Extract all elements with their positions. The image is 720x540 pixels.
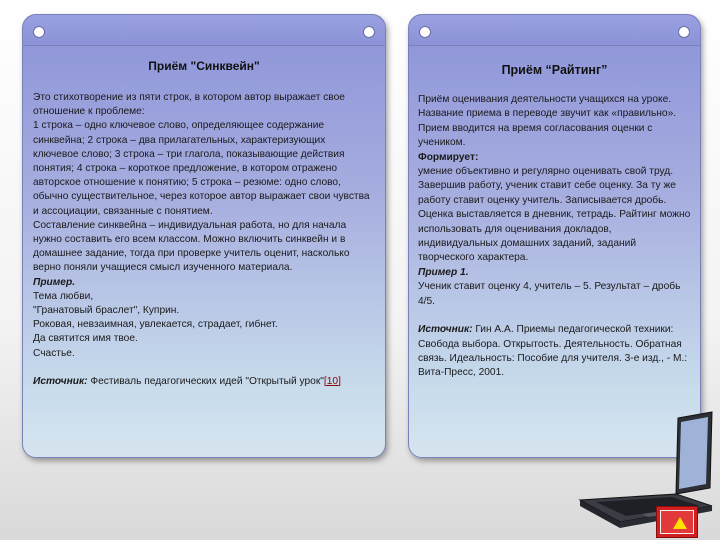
rating-card [408, 14, 701, 458]
rating-description: Завершив работу, ученик ставит себе оценку. За ту же работу ставит оценку учитель. Записывается дробь. Оценка выставляется в дневник, тетрадь. Райтинг можно использовать для оценивания докладов, индивидуальных домашних заданий, заданий творческого характера. [418, 180, 691, 264]
rating-title: Приём “Райтинг” [501, 63, 608, 77]
sinkvein-paragraph: 1 строка – одно ключевое слово, определяющее содержание синквейна; 2 строка – два прилагательных, характеризующих ключевое слово; 3 строка – три глагола, показывающие действия понятия; 4 строка – короткое предложение, в котором отражено авторское отношение к понятию; 5 строка – резюме: одно слово, обычно существительное, через которое автор выражает свои чувства и ассоциации, связанные с понятием. [33, 120, 370, 217]
rating-intro: Приём оценивания деятельности учащихся на уроке. Название приема в переводе звучит как «правильно». Прием вводится на время согласования оценки с учеником. [418, 94, 677, 149]
rating-body [418, 93, 694, 381]
source-label: Источник: [33, 375, 88, 387]
example-line: Роковая, невзаимная, увлекается, страдает, гибнет. [33, 319, 278, 331]
sinkvein-card [22, 14, 386, 458]
sinkvein-body [33, 91, 373, 389]
source-reference-link[interactable]: [10] [323, 375, 341, 387]
example-line: Тема любви, [33, 290, 94, 302]
pin-icon [363, 26, 375, 38]
example-text: Ученик ставит оценку 4, учитель – 5. Результат – дробь 4/5. [418, 281, 681, 307]
example-line: "Гранатовый браслет", Куприн. [33, 305, 180, 317]
sinkvein-card-header [23, 15, 385, 46]
return-button-inner [660, 510, 694, 534]
sinkvein-title: Приём "Синквейн" [148, 59, 260, 73]
pin-icon [678, 26, 690, 38]
example-line: Счастье. [33, 347, 75, 359]
example-label: Пример. [33, 276, 76, 288]
forms-text: умение объективно и регулярно оценивать свой труд. [418, 166, 674, 178]
example-label: Пример 1. [418, 266, 469, 278]
pin-icon [33, 26, 45, 38]
rating-card-header [409, 15, 700, 46]
source-text: Гин А.А. Приемы педагогической техники: Свобода выбора. Открытость. Деятельность. Обратная связь. Идеальность: Пособие для учителя. 3-е изд., - М.: Вита-Пресс, 2001. [418, 324, 688, 379]
source-text: Фестиваль педагогических идей "Открытый урок" [87, 375, 324, 387]
source-line [33, 375, 373, 389]
sinkvein-paragraph: Составление синквейна – индивидуальная работа, но для начала нужно составить его всем классом. Можно включить синквейн и в домашнее задание, тогда при проверке учитель оценит, насколько верно поняли учащиеся смысл изученного материала. [33, 219, 350, 274]
source-label: Источник: [418, 324, 473, 336]
example-line: Да святится имя твое. [33, 333, 138, 345]
forms-label: Формирует: [418, 151, 479, 163]
pin-icon [419, 26, 431, 38]
source-line [418, 323, 694, 381]
sinkvein-paragraph: Это стихотворение из пяти строк, в котором автор выражает свое отношение к проблеме: [33, 92, 345, 118]
arrow-up-icon [673, 517, 687, 529]
return-button[interactable] [656, 506, 698, 538]
